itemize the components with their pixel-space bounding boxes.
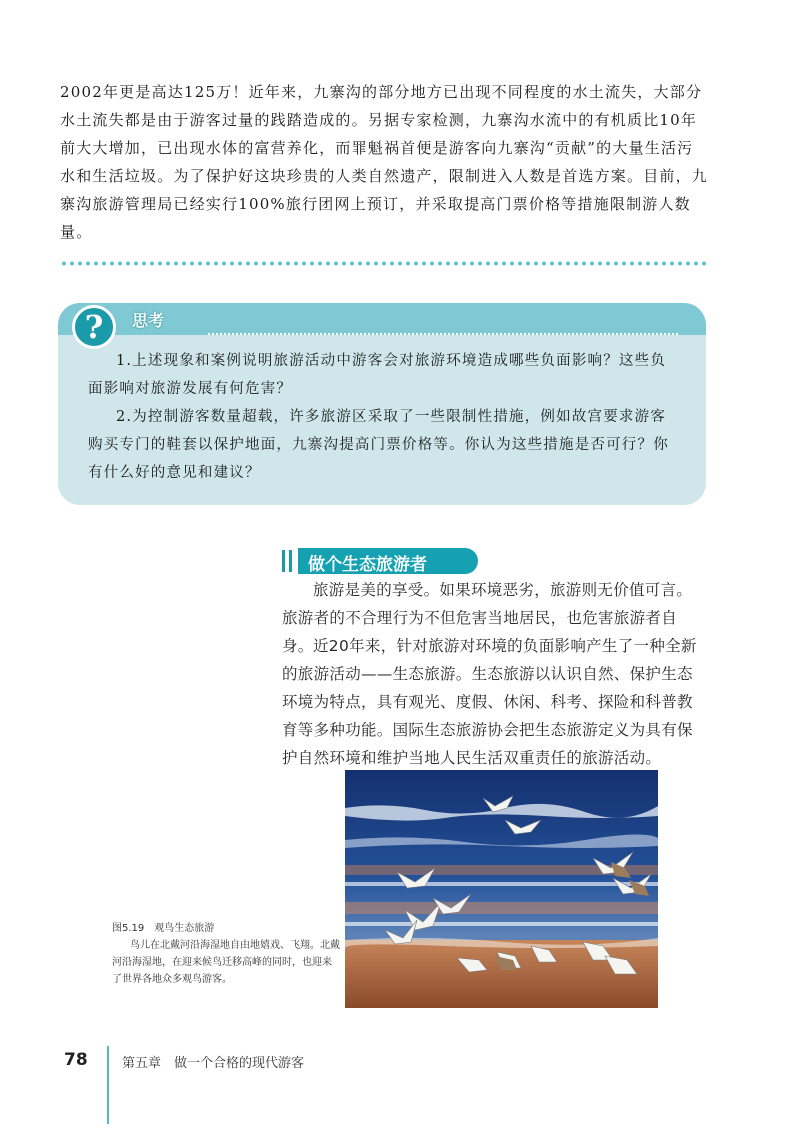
page-number: 78	[64, 1050, 88, 1070]
figure-text: 鸟儿在北戴河沿海湿地自由地嬉戏、飞翔。北戴河沿海湿地，在迎来候鸟迁移高峰的同时，也迎来了世界各地众多观鸟游客。	[112, 940, 340, 985]
footer-rule	[107, 1046, 109, 1124]
think-header-rule	[208, 333, 678, 335]
bird-watching-photo	[345, 770, 658, 1008]
body-paragraph-1: 旅游是美的享受。如果环境恶劣，旅游则无价值可言。旅游者的不合理行为不但危害当地居民，也危害旅游者自身。	[282, 581, 693, 655]
section-heading	[282, 548, 478, 574]
think-title: 思考	[132, 311, 165, 330]
think-question-1: 1.上述现象和案例说明旅游活动中游客会对旅游环境造成哪些负面影响？这些负面影响对旅游发展有何危害？	[88, 353, 667, 397]
chapter-title: 第五章 做一个合格的现代游客	[122, 1056, 305, 1071]
dotted-divider	[60, 261, 706, 266]
section-title: 做个生态旅游者	[308, 555, 427, 575]
figure-title: 图5.19 观鸟生态旅游	[112, 923, 215, 934]
figure-caption	[112, 920, 340, 988]
think-question-2: 2.为控制游客数量超载，许多旅游区采取了一些限制性措施，例如故宫要求游客购买专门的鞋套以保护地面，九寨沟提高门票价格等。你认为这些措施是否可行？你有什么好的意见和建议？	[88, 409, 669, 481]
intro-paragraph: 2002年更是高达125万！近年来，九寨沟的部分地方已出现不同程度的水土流失，大部分水土流失都是由于游客过量的践踏造成的。另据专家检测，九寨沟水流中的有机质比10年前大大增加，已出现水体的富营养化，而罪魁祸首便是游客向九寨沟“贡献”的大量生活污水和生活垃圾。为了保护好这块珍贵的人类自然遗产，限制进入人数是首选方案。目前，九寨沟旅游管理局已经实行100%旅行团网上预订，并采取提高门票价格等措施限制游人数量。	[60, 83, 709, 241]
body-paragraph-2: 近20年来，针对旅游对环境的负面影响产生了一种全新的旅游活动——生态旅游。生态旅游以认识自然、保护生态环境为特点，具有观光、度假、休闲、科考、探险和科普教育等多种功能。国际生态旅游协会把生态旅游定义为具有保护自然环境和维护当地人民生活双重责任的旅游活动。	[282, 637, 697, 767]
heading-bar	[289, 550, 292, 572]
think-box	[58, 303, 706, 505]
question-mark-icon: ?	[72, 305, 116, 349]
heading-bar	[282, 550, 285, 572]
